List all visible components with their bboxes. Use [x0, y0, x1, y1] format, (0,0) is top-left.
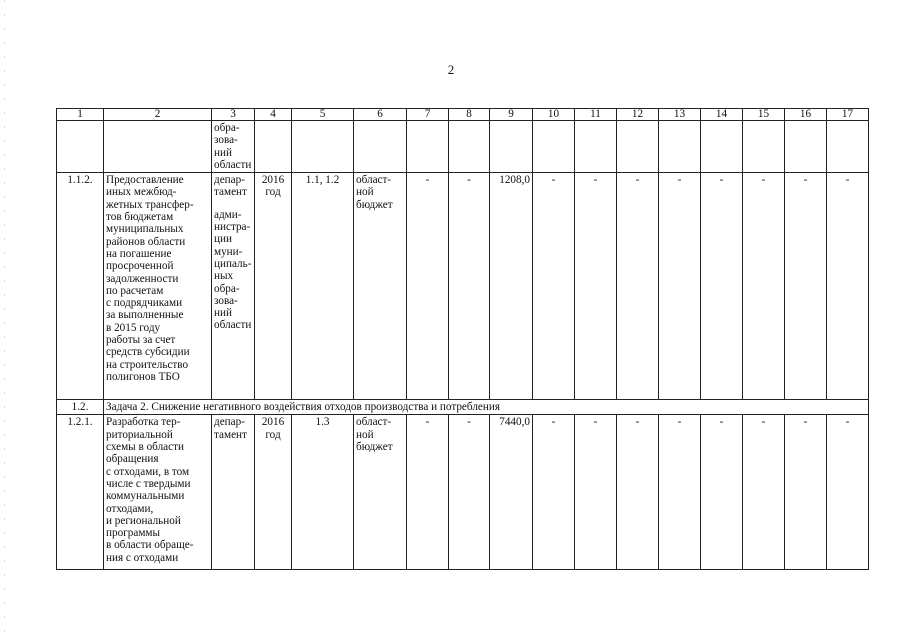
row-number: 1.2.1.: [57, 415, 104, 570]
header-cell: 12: [617, 109, 659, 121]
value-cell: -: [533, 415, 575, 570]
table-row: [57, 121, 869, 173]
header-cell: 6: [354, 109, 407, 121]
table-row: [57, 173, 869, 400]
funding-source: област- ной бюджет: [354, 173, 407, 400]
value-cell: -: [449, 415, 490, 570]
value-cell: -: [701, 415, 743, 570]
value-cell: -: [575, 415, 617, 570]
funding-source: област- ной бюджет: [354, 415, 407, 570]
header-cell: 8: [449, 109, 490, 121]
year-cell: 2016 год: [255, 415, 292, 570]
executor-primary: депар- тамент: [214, 174, 247, 199]
value-cell: -: [407, 415, 449, 570]
value-cell: 1208,0: [490, 173, 533, 400]
executor-secondary: адми- нистра- ции муни- ципаль- ных обра- зова- ний области: [214, 208, 252, 332]
value-cell: -: [407, 173, 449, 400]
executor-cell: депар- тамент: [212, 415, 255, 570]
row-number: 1.2.: [57, 400, 104, 415]
header-cell: 16: [785, 109, 827, 121]
section-row: [57, 400, 869, 415]
page-number: 2: [447, 62, 455, 77]
header-cell: 17: [827, 109, 869, 121]
header-cell: 5: [292, 109, 354, 121]
header-row: [57, 109, 869, 121]
value-cell: -: [533, 173, 575, 400]
header-cell: 9: [490, 109, 533, 121]
year-cell: 2016 год: [255, 173, 292, 400]
program-table: [56, 108, 869, 570]
value-cell: -: [617, 415, 659, 570]
value-cell: -: [659, 415, 701, 570]
header-cell: 7: [407, 109, 449, 121]
value-cell: -: [827, 173, 869, 400]
measure-name: Предоставление иных межбюд- жетных трансфер- тов бюджетам муниципальных районов области на погашение просроченной задолженности по расчетам с подрядчиками за выполненные в 2015 году работы за счет средств субсидии на строительство полигонов ТБО: [104, 173, 212, 400]
header-cell: 2: [104, 109, 212, 121]
value-cell: -: [617, 173, 659, 400]
header-cell: 13: [659, 109, 701, 121]
row-number: 1.1.2.: [57, 173, 104, 400]
value-cell: -: [575, 173, 617, 400]
header-cell: 3: [212, 109, 255, 121]
value-cell: -: [743, 415, 785, 570]
header-cell: 10: [533, 109, 575, 121]
header-cell: 4: [255, 109, 292, 121]
header-cell: 1: [57, 109, 104, 121]
value-cell: -: [827, 415, 869, 570]
value-cell: -: [701, 173, 743, 400]
value-cell: -: [449, 173, 490, 400]
header-cell: 14: [701, 109, 743, 121]
indicator-cell: 1.1, 1.2: [292, 173, 354, 400]
value-cell: -: [785, 415, 827, 570]
value-cell: 7440,0: [490, 415, 533, 570]
scan-edge-marks: [4, 0, 5, 639]
section-title: Задача 2. Снижение негативного воздействия отходов производства и потребления: [104, 400, 869, 415]
header-cell: 15: [743, 109, 785, 121]
value-cell: -: [785, 173, 827, 400]
value-cell: -: [659, 173, 701, 400]
indicator-cell: 1.3: [292, 415, 354, 570]
header-cell: 11: [575, 109, 617, 121]
executor-cell: [212, 173, 255, 400]
executor-cell: обра- зова- ний области: [212, 121, 255, 173]
value-cell: -: [743, 173, 785, 400]
measure-name: Разработка тер- риториальной схемы в области обращения с отходами, в том числе с твердыми коммунальными отходами, и региональной программы в области обраще- ния с отходами: [104, 415, 212, 570]
table-row: [57, 415, 869, 570]
